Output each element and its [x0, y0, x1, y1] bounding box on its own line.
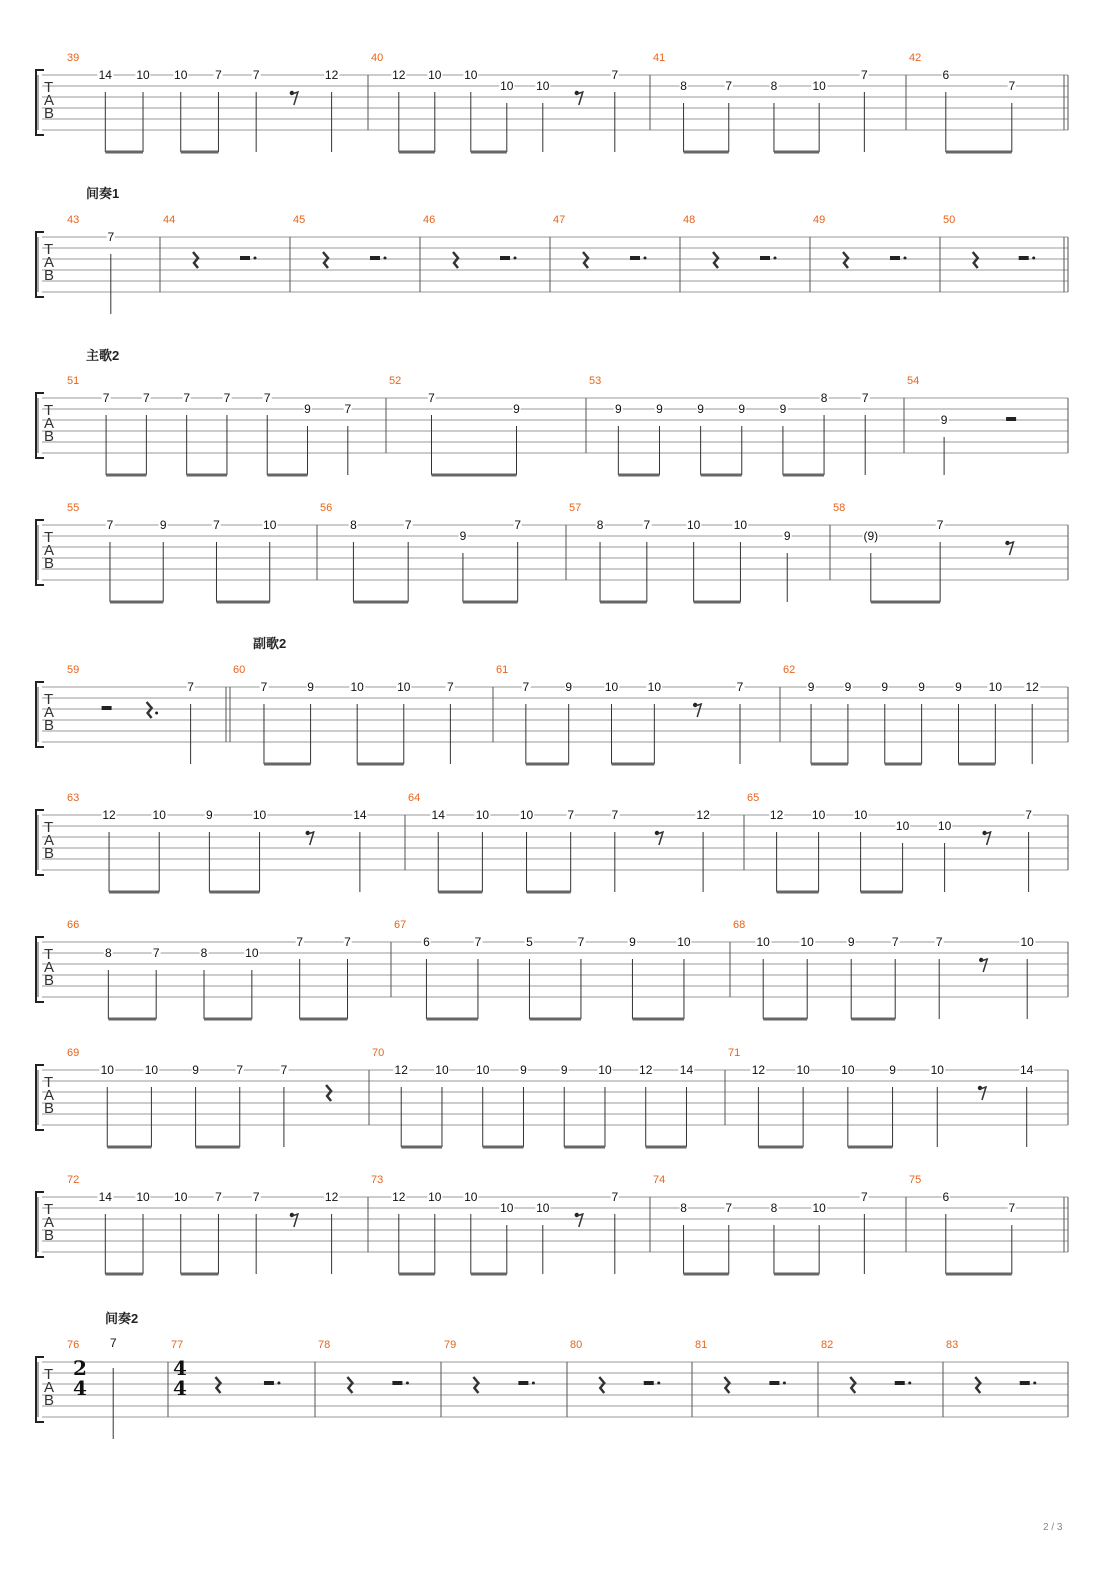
tab-clef-letter: B: [44, 428, 55, 445]
rest-dot: [384, 257, 387, 260]
tab-clef-letter: B: [44, 845, 55, 862]
rest-dot: [514, 257, 517, 260]
tab-clef-letter: A: [44, 1087, 55, 1104]
fret-number: 7: [891, 935, 899, 949]
bar-number: 59: [67, 664, 80, 676]
tab-clef-letter: A: [44, 1379, 55, 1396]
fret-number: 12: [392, 68, 406, 82]
eighth-rest: [577, 92, 583, 105]
quarter-rest: [347, 1377, 352, 1393]
bar-number: 80: [570, 1339, 583, 1351]
fret-number: 7: [252, 1190, 260, 1204]
fret-number: 7: [725, 79, 733, 93]
fret-number: 10: [604, 680, 619, 694]
bar-number: 79: [444, 1339, 457, 1351]
eighth-rest: [657, 832, 663, 845]
tab-clef-letter: A: [44, 92, 55, 109]
fret-number: 10: [100, 1063, 114, 1077]
fret-number: 9: [881, 680, 889, 694]
half-rest: [895, 1381, 905, 1385]
bar-number: 41: [653, 52, 666, 64]
fret-number: 8: [680, 79, 687, 93]
quarter-rest: [323, 252, 328, 268]
half-rest: [240, 256, 250, 260]
bar-number: 76: [67, 1339, 80, 1351]
eighth-rest: [308, 832, 314, 845]
fret-number: 7: [213, 518, 220, 532]
fret-number: 12: [751, 1063, 766, 1077]
tab-clef-letter: B: [44, 1227, 55, 1244]
bar-number: 43: [67, 214, 80, 226]
fret-number: 9: [307, 680, 314, 694]
eighth-rest: [1007, 542, 1013, 555]
bar-number: 71: [728, 1047, 741, 1059]
fret-number: 9: [697, 402, 704, 416]
tab-clef-letter: A: [44, 959, 55, 976]
fret-number: 10: [812, 79, 826, 93]
tab-clef-letter: B: [44, 105, 55, 122]
bar-number: 74: [653, 1174, 666, 1186]
half-rest: [370, 256, 380, 260]
tab-clef-letter: B: [44, 972, 55, 989]
tab-clef-letter: A: [44, 1214, 55, 1231]
fret-number: 7: [223, 391, 231, 405]
fret-number: 10: [536, 79, 550, 93]
fret-number: 12: [324, 68, 339, 82]
fret-number: 12: [324, 1190, 339, 1204]
staff-system: [0, 1342, 1110, 1432]
bar-number: 77: [171, 1339, 184, 1351]
fret-number: 9: [304, 402, 311, 416]
section-label: 间奏2: [105, 1311, 139, 1326]
fret-number: 7: [1025, 808, 1032, 822]
fret-number: 9: [159, 518, 167, 532]
quarter-rest: [713, 252, 718, 268]
tab-clef-letter: A: [44, 542, 55, 559]
fret-number: 9: [738, 402, 746, 416]
half-rest: [1020, 1381, 1030, 1385]
fret-number: 6: [942, 68, 950, 82]
tab-clef-letter: T: [44, 691, 54, 708]
fret-number: 7: [102, 391, 110, 405]
fret-number: 10: [536, 1201, 550, 1215]
bar-number: 81: [695, 1339, 708, 1351]
fret-number: 9: [807, 680, 815, 694]
rest-dot: [774, 257, 777, 260]
bar-number: 53: [589, 375, 602, 387]
fret-number: 7: [344, 402, 352, 416]
fret-number: 10: [988, 680, 1003, 694]
fret-number: 9: [459, 529, 467, 543]
section-label: 副歌2: [253, 636, 287, 651]
rest-dot: [532, 1382, 535, 1385]
rest-dot: [1033, 1382, 1036, 1385]
fret-number: 10: [519, 808, 534, 822]
page-number: 2 / 3: [1043, 1522, 1063, 1533]
tab-clef-letter: A: [44, 704, 55, 721]
system-bracket: [36, 520, 44, 585]
fret-number: 9: [614, 402, 622, 416]
fret-number: 10: [464, 68, 478, 82]
half-rest: [760, 256, 770, 260]
fret-number: 7: [1008, 79, 1016, 93]
fret-number: 10: [428, 1190, 442, 1204]
fret-number: 7: [252, 68, 260, 82]
bar-number: 75: [909, 1174, 922, 1186]
fret-number: 7: [428, 391, 435, 405]
system-bracket: [36, 937, 44, 1002]
fret-number: 10: [476, 1063, 490, 1077]
fret-number: 10: [598, 1063, 612, 1077]
fret-number: 7: [611, 808, 619, 822]
fret-number: 7: [522, 680, 530, 694]
fret-number: 7: [106, 518, 114, 532]
rest-dot: [406, 1382, 409, 1385]
fret-number: 7: [936, 518, 944, 532]
fret-number: 7: [736, 680, 744, 694]
quarter-rest: [843, 252, 848, 268]
fret-number: 10: [812, 1201, 826, 1215]
half-rest: [500, 256, 510, 260]
quarter-rest: [473, 1377, 478, 1393]
fret-number: 7: [143, 391, 150, 405]
fret-number: 10: [647, 680, 662, 694]
fret-number: 7: [296, 935, 304, 949]
fret-number: 10: [937, 819, 952, 833]
bar-number: 39: [67, 52, 80, 64]
fret-number: 10: [841, 1063, 855, 1077]
fret-number: 7: [567, 808, 574, 822]
fret-number: 10: [500, 79, 514, 93]
fret-number: 10: [895, 819, 910, 833]
fret-number: 9: [565, 680, 573, 694]
tab-clef-letter: B: [44, 717, 55, 734]
fret-number: 10: [174, 68, 188, 82]
fret-number: 10: [136, 1190, 150, 1204]
half-rest: [264, 1381, 274, 1385]
rest-dot: [904, 257, 907, 260]
bar-number: 56: [320, 502, 333, 514]
bar-number: 64: [408, 792, 421, 804]
fret-number: 14: [679, 1063, 694, 1077]
rest-dot: [783, 1382, 786, 1385]
time-signature-digit: 4: [173, 1376, 187, 1400]
tab-clef-letter: T: [44, 1074, 54, 1091]
bar-number: 44: [163, 214, 176, 226]
fret-number: 6: [423, 935, 430, 949]
system-bracket: [36, 70, 44, 135]
eighth-rest: [292, 1214, 298, 1227]
fret-number: 12: [639, 1063, 653, 1077]
system-bracket: [36, 1192, 44, 1257]
rest-dot: [1032, 257, 1035, 260]
tab-clef-letter: A: [44, 832, 55, 849]
fret-number: 10: [144, 1063, 159, 1077]
bar-number: 48: [683, 214, 696, 226]
rest-dot: [254, 257, 257, 260]
fret-number: 12: [392, 1190, 406, 1204]
fret-number: 9: [783, 529, 791, 543]
fret-number: 10: [252, 808, 267, 822]
tab-clef-letter: T: [44, 1201, 54, 1218]
fret-number: 8: [105, 946, 112, 960]
bar-number: 49: [813, 214, 826, 226]
bar-number: 82: [821, 1339, 834, 1351]
fret-number: 9: [513, 402, 520, 416]
fret-number: 8: [596, 518, 604, 532]
bar-number: 73: [371, 1174, 384, 1186]
fret-number: 12: [394, 1063, 408, 1077]
half-rest: [102, 706, 112, 710]
quarter-rest: [583, 252, 588, 268]
eighth-rest: [985, 832, 991, 845]
fret-number: 8: [820, 391, 828, 405]
fret-number: 8: [200, 946, 208, 960]
bar-number: 61: [496, 664, 509, 676]
system-bracket: [36, 682, 44, 747]
fret-number: 10: [245, 946, 259, 960]
fret-number: 10: [397, 680, 411, 694]
bar-number: 69: [67, 1047, 80, 1059]
fret-number: 9: [779, 402, 787, 416]
system-bracket: [36, 1065, 44, 1130]
fret-number: 7: [861, 68, 868, 82]
fret-number: 9: [629, 935, 636, 949]
half-rest: [1006, 417, 1016, 421]
fret-number: 7: [187, 680, 194, 694]
fret-number: 7: [935, 935, 943, 949]
staff-system: [0, 217, 1110, 307]
eighth-rest: [981, 959, 987, 972]
quarter-rest: [193, 252, 198, 268]
quarter-rest: [326, 1085, 331, 1101]
bar-number: 70: [372, 1047, 385, 1059]
bar-number: 83: [946, 1339, 959, 1351]
fret-number: 9: [844, 680, 852, 694]
fret-number: 12: [696, 808, 710, 822]
tab-clef-letter: B: [44, 555, 55, 572]
bar-number: 60: [233, 664, 246, 676]
fret-number: 10: [428, 68, 442, 82]
quarter-rest: [850, 1377, 855, 1393]
fret-number: 10: [756, 935, 770, 949]
fret-number: 8: [770, 1201, 778, 1215]
fret-number: 9: [656, 402, 663, 416]
fret-number: 9: [192, 1063, 199, 1077]
system-bracket: [36, 232, 44, 297]
fret-number: 9: [560, 1063, 568, 1077]
fret-number: 8: [680, 1201, 687, 1215]
fret-number: 10: [686, 518, 701, 532]
tab-clef-letter: B: [44, 1100, 55, 1117]
tab-clef-letter: T: [44, 946, 54, 963]
fret-number: 7: [344, 935, 351, 949]
fret-number: 10: [800, 935, 814, 949]
fret-number: 7: [611, 68, 619, 82]
quarter-rest: [724, 1377, 729, 1393]
rest-dot: [657, 1382, 660, 1385]
fret-number: 7: [1008, 1201, 1016, 1215]
half-rest: [630, 256, 640, 260]
tab-clef-letter: T: [44, 819, 54, 836]
fret-number: 7: [263, 391, 271, 405]
rest-dot: [908, 1382, 911, 1385]
quarter-rest: [147, 702, 152, 718]
fret-number: 9: [520, 1063, 527, 1077]
eighth-rest: [980, 1087, 986, 1100]
rest-dot: [155, 712, 158, 715]
fret-number: 14: [353, 808, 367, 822]
fret-number: 7: [152, 946, 160, 960]
fret-number: 10: [350, 680, 364, 694]
fret-number: 10: [930, 1063, 944, 1077]
fret-number: 7: [725, 1201, 733, 1215]
eighth-rest: [695, 704, 701, 717]
tab-clef-letter: A: [44, 415, 55, 432]
bar-number: 52: [389, 375, 402, 387]
fret-number: 9: [940, 413, 948, 427]
half-rest: [644, 1381, 654, 1385]
eighth-rest: [577, 1214, 583, 1227]
fret-number: 7: [577, 935, 585, 949]
half-rest: [890, 256, 900, 260]
fret-number: 9: [918, 680, 925, 694]
half-rest: [392, 1381, 402, 1385]
fret-number: 14: [98, 68, 112, 82]
bar-number: 58: [833, 502, 846, 514]
eighth-rest: [292, 92, 298, 105]
fret-number: 7: [183, 391, 190, 405]
bar-number: 42: [909, 52, 922, 64]
fret-number: 10: [853, 808, 868, 822]
fret-number: 10: [435, 1063, 449, 1077]
time-signature-digit: 4: [73, 1376, 87, 1400]
fret-number: 8: [770, 79, 778, 93]
fret-number: 10: [263, 518, 277, 532]
fret-number: 10: [464, 1190, 478, 1204]
system-bracket: [36, 1357, 44, 1422]
half-rest: [769, 1381, 779, 1385]
tab-clef-letter: A: [44, 254, 55, 271]
bar-number: 67: [394, 919, 407, 931]
bar-number: 54: [907, 375, 920, 387]
fret-number: 7: [447, 680, 454, 694]
fret-number: 14: [1020, 1063, 1034, 1077]
fret-number: 8: [350, 518, 357, 532]
fret-number: 7: [280, 1063, 288, 1077]
system-bracket: [36, 393, 44, 458]
bar-number: 78: [318, 1339, 331, 1351]
staff-system: [0, 667, 1110, 757]
fret-number: 9: [889, 1063, 896, 1077]
fret-number: 14: [98, 1190, 112, 1204]
section-label: 主歌2: [86, 348, 120, 363]
fret-number: 9: [955, 680, 962, 694]
fret-number: 7: [861, 1190, 868, 1204]
tab-clef-letter: B: [44, 267, 55, 284]
time-signature-digit: 4: [173, 1356, 187, 1380]
bar-number: 50: [943, 214, 956, 226]
fret-number: 7: [215, 68, 222, 82]
fret-number: 10: [677, 935, 691, 949]
fret-number: 10: [811, 808, 826, 822]
half-rest: [518, 1381, 528, 1385]
section-label: 间奏1: [86, 186, 120, 201]
tab-clef-letter: T: [44, 241, 54, 258]
fret-number: 10: [500, 1201, 514, 1215]
fret-number: 12: [1025, 680, 1039, 694]
fret-number: 7: [611, 1190, 619, 1204]
fret-number: (9): [863, 529, 879, 543]
fret-number: 7: [236, 1063, 244, 1077]
fret-number: 10: [1020, 935, 1034, 949]
fret-number: 7: [474, 935, 482, 949]
fret-number: 10: [152, 808, 166, 822]
fret-number: 10: [136, 68, 150, 82]
bar-number: 40: [371, 52, 384, 64]
quarter-rest: [599, 1377, 604, 1393]
fret-number: 7: [215, 1190, 222, 1204]
half-rest: [1019, 256, 1029, 260]
bar-number: 72: [67, 1174, 80, 1186]
fret-number: 9: [206, 808, 213, 822]
time-signature-digit: 2: [73, 1356, 87, 1380]
quarter-rest: [215, 1377, 220, 1393]
tab-clef-letter: T: [44, 1366, 54, 1383]
bar-number: 55: [67, 502, 80, 514]
bar-number: 46: [423, 214, 436, 226]
fret-number: 9: [847, 935, 855, 949]
tab-clef-letter: B: [44, 1392, 55, 1409]
fret-number: 10: [733, 518, 748, 532]
tab-clef-letter: T: [44, 402, 54, 419]
fret-number: 14: [431, 808, 445, 822]
bar-number: 45: [293, 214, 306, 226]
fret-number: 7: [861, 391, 869, 405]
rest-dot: [277, 1382, 280, 1385]
tab-clef-letter: T: [44, 79, 54, 96]
bar-number: 62: [783, 664, 796, 676]
bar-number: 68: [733, 919, 746, 931]
bar-number: 47: [553, 214, 566, 226]
fret-number: 5: [526, 935, 533, 949]
rest-dot: [644, 257, 647, 260]
fret-number: 10: [475, 808, 490, 822]
fret-number: 7: [260, 680, 268, 694]
fret-number: 6: [942, 1190, 950, 1204]
quarter-rest: [973, 252, 978, 268]
bar-number: 63: [67, 792, 80, 804]
fret-number: 7: [109, 1336, 117, 1350]
tab-clef-letter: T: [44, 529, 54, 546]
fret-number: 10: [174, 1190, 188, 1204]
system-bracket: [36, 810, 44, 875]
fret-number: 7: [514, 518, 522, 532]
fret-number: 12: [769, 808, 784, 822]
bar-number: 65: [747, 792, 760, 804]
fret-number: 7: [107, 230, 115, 244]
fret-number: 12: [102, 808, 116, 822]
quarter-rest: [453, 252, 458, 268]
fret-number: 10: [796, 1063, 810, 1077]
quarter-rest: [975, 1377, 980, 1393]
fret-number: 7: [404, 518, 412, 532]
fret-number: 7: [643, 518, 651, 532]
bar-number: 57: [569, 502, 582, 514]
bar-number: 51: [67, 375, 80, 387]
bar-number: 66: [67, 919, 80, 931]
